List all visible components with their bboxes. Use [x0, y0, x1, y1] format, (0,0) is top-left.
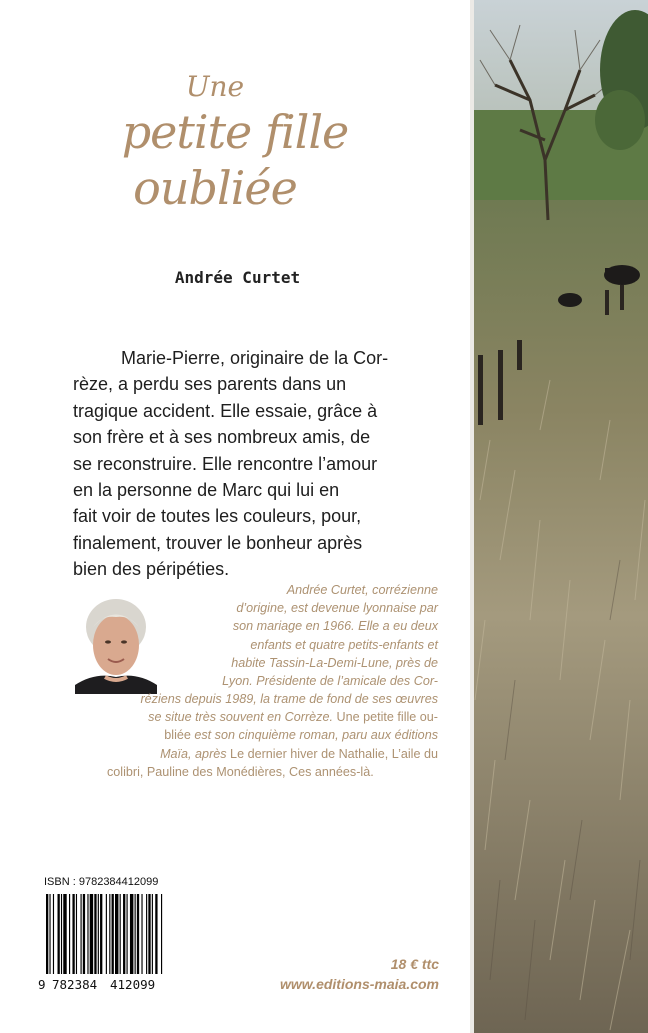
bio-line: habite Tassin-La-Demi-Lune, près de	[231, 655, 438, 670]
barcode-bar	[112, 894, 114, 978]
bio-line	[75, 726, 438, 744]
barcode-bar	[137, 894, 139, 978]
bio-line: Andrée Curtet, corrézienne	[286, 583, 438, 597]
bio-text: Maïa, après	[160, 746, 227, 761]
bio-text: est son cinquième roman, paru aux éditions	[190, 728, 438, 743]
barcode-bar	[76, 894, 77, 978]
bio-line: enfants et quatre petits-enfants et	[250, 637, 438, 652]
book-title-reference: Le dernier hiver de Nathalie, L’aile du	[226, 746, 438, 761]
barcode-bar	[120, 894, 121, 978]
book-title-reference: bliée	[164, 728, 191, 743]
title-line-1: Une	[185, 70, 245, 103]
synopsis-line: Marie-Pierre, originaire de la Cor-	[121, 348, 389, 368]
synopsis-line: bien des péripéties.	[73, 559, 230, 580]
barcode-bar	[61, 894, 62, 978]
barcode-bar	[87, 894, 88, 978]
barcode-bar	[127, 894, 128, 978]
barcode-bar	[123, 894, 125, 978]
barcode-bar	[115, 894, 118, 978]
synopsis-line: tragique accident. Elle essaie, grâce à	[73, 400, 378, 421]
barcode-digits-right: 412099	[110, 977, 156, 992]
isbn-label: ISBN : 9782384412099	[44, 876, 159, 888]
barcode-bar	[53, 894, 54, 978]
barcode-bar	[94, 894, 96, 978]
book-title-reference: Une petite fille ou-	[332, 710, 438, 725]
barcode-bar	[130, 894, 133, 978]
barcode-bar	[109, 894, 110, 978]
book-title	[110, 70, 360, 216]
barcode-bar	[72, 894, 74, 978]
barcode-bar	[155, 894, 157, 978]
bio-text: se situe très souvent en Corrèze.	[148, 710, 333, 725]
barcode-bar	[90, 894, 93, 978]
barcode-bar	[141, 894, 142, 978]
barcode-bar	[148, 894, 150, 978]
synopsis-line: son frère et à ses nombreux amis, de	[73, 427, 371, 448]
barcode-bar	[81, 894, 82, 978]
bio-line: colibri, Pauline des Monédières, Ces années-là.	[107, 764, 374, 779]
bio-line: réziens depuis 1989, la trame de fond de ses œuvres	[140, 692, 438, 706]
barcode-bar	[100, 894, 102, 978]
barcode-bar	[58, 894, 60, 978]
bio-line: d’origine, est devenue lyonnaise par	[236, 601, 438, 616]
barcode-bar	[146, 894, 147, 978]
barcode-bar	[152, 894, 153, 978]
barcode-digit-prefix: 9	[38, 977, 46, 992]
barcode-digits	[38, 974, 173, 994]
synopsis-line: fait voir de toutes les couleurs, pour,	[73, 506, 362, 527]
synopsis-line: en la personne de Marc qui lui en	[73, 480, 340, 501]
publisher-website[interactable]: www.editions-maia.com	[280, 976, 439, 992]
bio-line	[75, 708, 438, 726]
synopsis	[73, 345, 409, 583]
synopsis-line: finalement, trouver le bonheur après	[73, 532, 363, 553]
author-photo	[75, 597, 157, 694]
author-bio-continued	[75, 690, 438, 781]
price: 18 € ttc	[390, 956, 439, 972]
barcode-bar	[69, 894, 70, 978]
bio-line: son mariage en 1966. Elle a eu deux	[232, 619, 438, 634]
barcode-bar	[63, 894, 66, 978]
bio-line: Lyon. Présidente de l’amicale des Cor-	[222, 674, 438, 689]
barcode-bar	[98, 894, 99, 978]
synopsis-line: se reconstruire. Elle rencontre l’amour	[73, 453, 378, 474]
title-line-2: petite fille	[121, 105, 349, 159]
barcode-bar	[135, 894, 136, 978]
barcode-bar	[83, 894, 85, 978]
synopsis-line: rèze, a perdu ses parents dans un	[73, 374, 347, 395]
title-line-3: oubliée	[133, 161, 297, 215]
barcode-digits-left: 782384	[52, 977, 98, 992]
author-name: Andrée Curtet	[174, 268, 301, 287]
bio-line	[75, 745, 438, 763]
author-bio	[150, 581, 438, 690]
landscape-photo	[470, 0, 648, 1033]
